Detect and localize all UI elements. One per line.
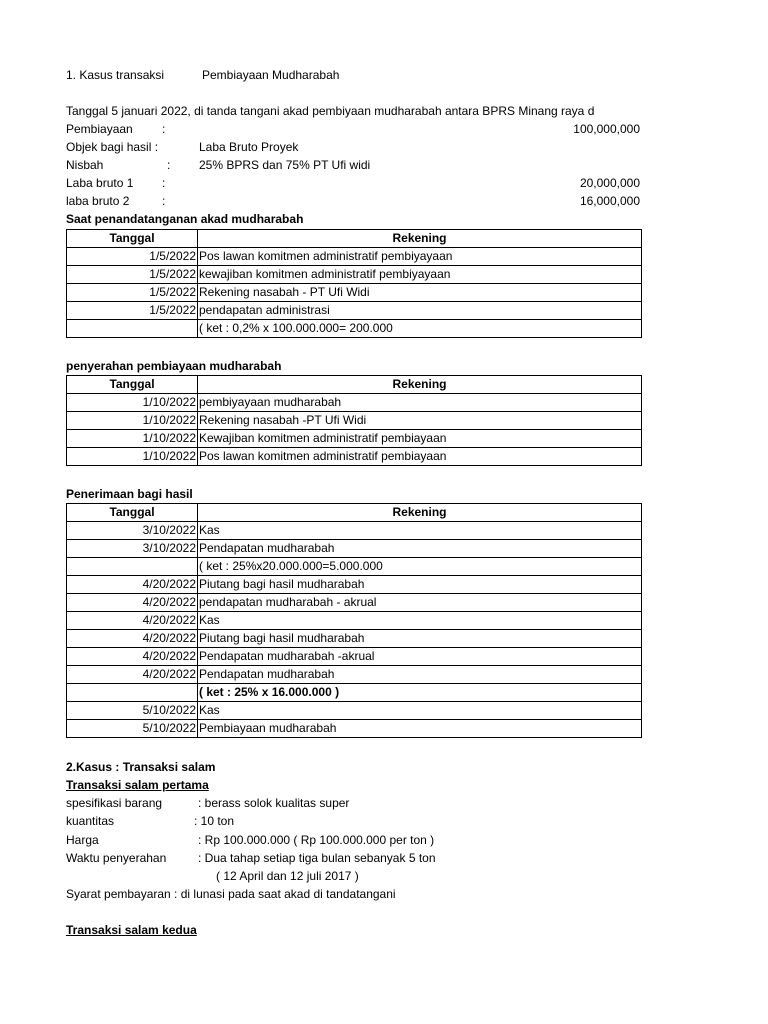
section3-table: [66, 503, 642, 738]
row-date: 1/10/2022: [67, 394, 198, 412]
spec-value: : Dua tahap setiap tiga bulan sebanyak 5 ton: [198, 851, 436, 865]
table-row: [67, 540, 642, 558]
row-account: pembiyayaan mudharabah: [198, 394, 642, 412]
row-account: Pendapatan mudharabah -akrual: [198, 648, 642, 666]
spec-label: Waktu penyerahan: [66, 851, 167, 865]
field-pembiayaan-sep: :: [162, 122, 166, 136]
case2-sub2: Transaksi salam kedua: [66, 923, 197, 937]
table-row: [67, 248, 642, 266]
spec-value: : berass solok kualitas super: [198, 796, 350, 810]
table-row: [67, 412, 642, 430]
row-account: ( ket : 0,2% x 100.000.000= 200.000: [198, 320, 642, 338]
table-row: [67, 430, 642, 448]
row-account: Piutang bagi hasil mudharabah: [198, 630, 642, 648]
header-tanggal: Tanggal: [67, 230, 198, 248]
spec-label: spesifikasi barang: [66, 796, 163, 810]
row-date: 1/10/2022: [67, 430, 198, 448]
case1-intro: Tanggal 5 januari 2022, di tanda tangani akad pembiyaan mudharabah antara BPRS Minang raya d: [66, 104, 595, 118]
field-laba1-sep: :: [162, 176, 166, 190]
field-objek-label: Objek bagi hasil :: [66, 140, 159, 154]
row-date: [67, 684, 198, 702]
table-row: [67, 522, 642, 540]
row-date: 1/5/2022: [67, 266, 198, 284]
row-date: 4/20/2022: [67, 576, 198, 594]
row-account: Kas: [198, 702, 642, 720]
spec-label: Harga: [66, 833, 99, 847]
field-laba1-amount: 20,000,000: [579, 176, 640, 190]
header-tanggal: Tanggal: [67, 376, 198, 394]
table-row: [67, 630, 642, 648]
field-nisbah-sep: :: [167, 158, 171, 172]
row-date: [67, 558, 198, 576]
table-row: [67, 594, 642, 612]
header-rekening: Rekening: [198, 376, 642, 394]
field-laba2-amount: 16,000,000: [579, 194, 640, 208]
row-account: Kewajiban komitmen administratif pembiayaan: [198, 430, 642, 448]
row-date: 1/5/2022: [67, 284, 198, 302]
header-rekening: Rekening: [198, 230, 642, 248]
field-pembiayaan-label: Pembiayaan: [66, 122, 133, 136]
section1-table: [66, 229, 642, 338]
field-nisbah-label: Nisbah: [66, 158, 104, 172]
header-tanggal: Tanggal: [67, 504, 198, 522]
row-date: [67, 320, 198, 338]
row-account: Pendapatan mudharabah: [198, 540, 642, 558]
header-rekening: Rekening: [198, 504, 642, 522]
row-account: Kas: [198, 612, 642, 630]
table-row: [67, 702, 642, 720]
field-laba1-label: Laba bruto 1: [66, 176, 134, 190]
row-account: kewajiban komitmen administratif pembiyayaan: [198, 266, 642, 284]
table-row: [67, 284, 642, 302]
row-date: 4/20/2022: [67, 594, 198, 612]
table-row: [67, 394, 642, 412]
spec-label: kuantitas: [66, 814, 115, 828]
row-date: 3/10/2022: [67, 540, 198, 558]
section2-title: penyerahan pembiayaan mudharabah: [66, 359, 282, 373]
field-pembiayaan-amount: 100,000,000: [573, 122, 640, 136]
row-date: 4/20/2022: [67, 630, 198, 648]
row-account: Pembiayaan mudharabah: [198, 720, 642, 738]
row-date: 5/10/2022: [67, 702, 198, 720]
row-date: 1/5/2022: [67, 302, 198, 320]
table-row: [67, 612, 642, 630]
case2-sub1: Transaksi salam pertama: [66, 778, 209, 792]
payment-terms: Syarat pembayaran : di lunasi pada saat akad di tandatangani: [66, 887, 396, 901]
row-account: ( ket : 25%x20.000.000=5.000.000: [198, 558, 642, 576]
row-date: 4/20/2022: [67, 612, 198, 630]
row-account: Pendapatan mudharabah: [198, 666, 642, 684]
row-date: 4/20/2022: [67, 648, 198, 666]
row-account: Rekening nasabah -PT Ufi Widi: [198, 412, 642, 430]
row-date: 1/10/2022: [67, 448, 198, 466]
table-row: [67, 576, 642, 594]
row-account: pendapatan administrasi: [198, 302, 642, 320]
section3-title: Penerimaan bagi hasil: [66, 487, 193, 501]
row-date: 1/5/2022: [67, 248, 198, 266]
case1-number-title: 1. Kasus transaksi: [66, 68, 165, 82]
table-header-row: [67, 230, 642, 248]
table-row: [67, 648, 642, 666]
table-row: [67, 684, 642, 702]
row-date: 4/20/2022: [67, 666, 198, 684]
row-account: Kas: [198, 522, 642, 540]
spec-value: : Rp 100.000.000 ( Rp 100.000.000 per ton ): [198, 833, 435, 847]
section2-table: [66, 375, 642, 466]
table-header-row: [67, 376, 642, 394]
field-laba2-label: laba bruto 2: [66, 194, 130, 208]
row-date: 3/10/2022: [67, 522, 198, 540]
row-account: Pos lawan komitmen administratif pembiyayaan: [198, 248, 642, 266]
row-account: Piutang bagi hasil mudharabah: [198, 576, 642, 594]
table-row: [67, 302, 642, 320]
table-row: [67, 720, 642, 738]
table-row: [67, 666, 642, 684]
field-nisbah-value: 25% BPRS dan 75% PT Ufi widi: [199, 158, 371, 172]
spec-value: : 10 ton: [194, 814, 235, 828]
row-date: 5/10/2022: [67, 720, 198, 738]
table-row: [67, 266, 642, 284]
field-objek-value: Laba Bruto Proyek: [199, 140, 299, 154]
row-account: Rekening nasabah - PT Ufi Widi: [198, 284, 642, 302]
row-account: Pos lawan komitmen administratif pembiayaan: [198, 448, 642, 466]
row-account: pendapatan mudharabah - akrual: [198, 594, 642, 612]
spec-value: ( 12 April dan 12 juli 2017 ): [216, 869, 359, 883]
case2-title: 2.Kasus : Transaksi salam: [66, 760, 216, 774]
case1-title-name: Pembiayaan Mudharabah: [202, 68, 340, 82]
table-header-row: [67, 504, 642, 522]
field-laba2-sep: :: [162, 194, 166, 208]
table-row: [67, 558, 642, 576]
row-account: ( ket : 25% x 16.000.000 ): [198, 684, 642, 702]
table-row: [67, 320, 642, 338]
section1-title: Saat penandatanganan akad mudharabah: [66, 212, 304, 226]
row-date: 1/10/2022: [67, 412, 198, 430]
table-row: [67, 448, 642, 466]
